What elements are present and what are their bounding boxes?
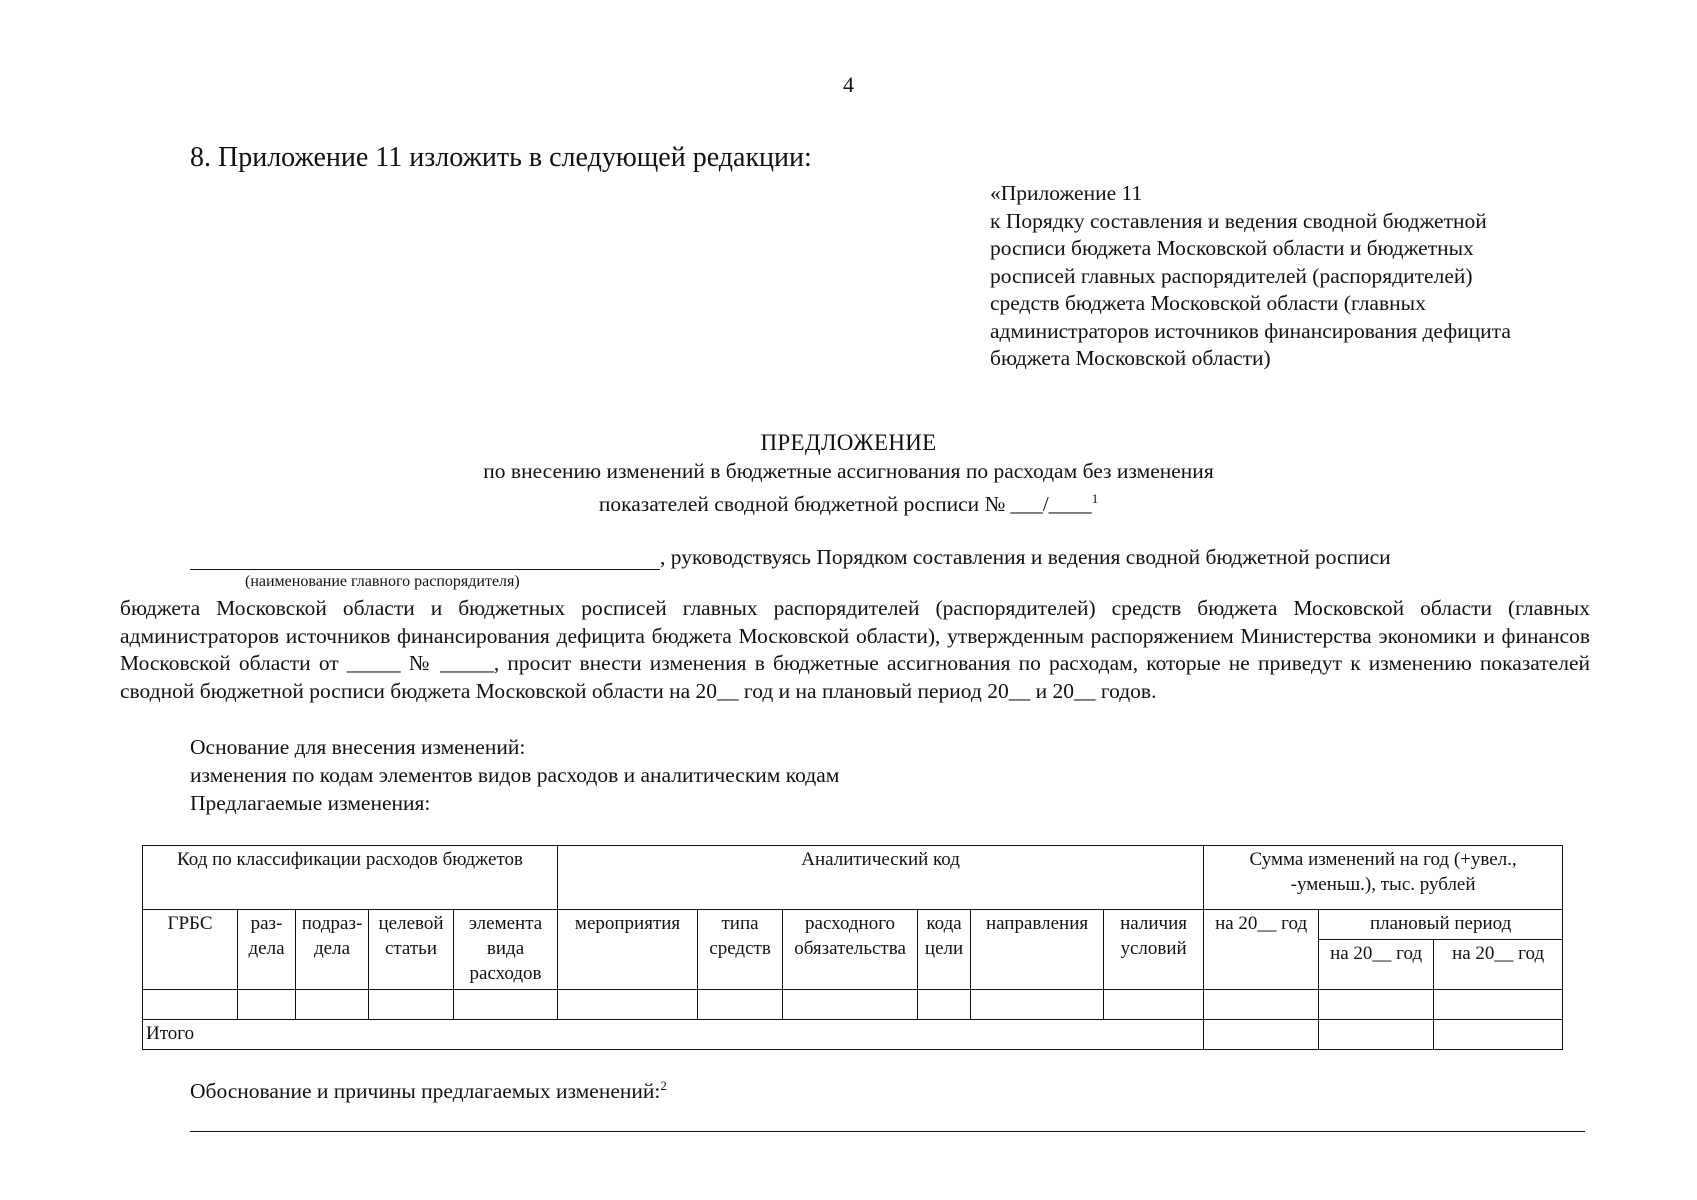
justification-label (190, 1078, 667, 1104)
header-analytic-code: Аналитический код (558, 846, 1204, 910)
blank-caption: (наименование главного распорядителя) (245, 573, 520, 590)
table-cell[interactable] (971, 990, 1104, 1020)
header-sum-changes: Сумма изменений на год (+увел., -уменьш.), тыс. рублей (1204, 846, 1563, 910)
col-conditions: наличия условий (1104, 910, 1204, 990)
subtitle-line-1: по внесению изменений в бюджетные ассигнования по расходам без изменения (483, 459, 1214, 483)
col-goal-code: кода цели (918, 910, 971, 990)
appendix-line: «Приложение 11 (990, 181, 1143, 205)
changes-by-codes: изменения по кодам элементов видов расходов и аналитическим кодам (190, 763, 840, 787)
subtitle-line-2 (0, 485, 1697, 518)
table-cell[interactable] (783, 990, 918, 1020)
proposed-changes-label: Предлагаемые изменения: (190, 791, 431, 815)
total-cell-year-1[interactable] (1204, 1020, 1319, 1050)
appendix-line: администраторов источников финансирования дефицита (990, 318, 1511, 343)
appendix-line: к Порядку составления и ведения сводной бюджетной (990, 208, 1487, 233)
header-planned-period: плановый период (1319, 910, 1563, 940)
table-cell[interactable] (558, 990, 698, 1020)
total-label: Итого (143, 1020, 1204, 1050)
total-row (143, 1020, 1563, 1050)
col-fund-type: типа средств (698, 910, 783, 990)
table-cell[interactable] (1204, 990, 1319, 1020)
appendix-line: бюджета Московской области) (990, 346, 1271, 370)
table-cell[interactable] (454, 990, 558, 1020)
justification-blank-line[interactable] (190, 1131, 1585, 1132)
col-section: раз-дела (238, 910, 296, 990)
col-target-item: целевой статьи (369, 910, 454, 990)
col-subsection: подраз-дела (296, 910, 369, 990)
table-row (143, 990, 1563, 1020)
total-cell-year-2[interactable] (1319, 1020, 1434, 1050)
subtitle-line-2-text: показателей сводной бюджетной росписи № ___/____ (598, 492, 1092, 517)
table-header-row-2 (143, 910, 1563, 940)
item-heading: 8. Приложение 11 изложить в следующей редакции: (190, 142, 812, 173)
intro-line (190, 545, 1590, 570)
appendix-line: росписей главных распорядителей (распорядителей) (990, 263, 1473, 288)
table-cell[interactable] (1104, 990, 1204, 1020)
page-number: 4 (843, 72, 854, 97)
appendix-line: росписи бюджета Московской области и бюджетных (990, 236, 1474, 260)
header-classification: Код по классификации расходов бюджетов (143, 846, 558, 910)
table-cell[interactable] (1434, 990, 1563, 1020)
table-header-row-1 (143, 846, 1563, 910)
body-paragraph: бюджета Московской области и бюджетных росписей главных распорядителей (распорядителей) средств бюджета Московской области (главных администраторов источников финансирования дефицита бюджета Московской области), утвержденным распоряжением Министерства экономики и финансов Московской области от _____ № _____, просит внести изменения в бюджетные ассигнования по расходам, которые не приведут к изменению показателей сводной бюджетной росписи бюджета Московской области на 20__ год и на плановый период 20__ и 20__ годов. (120, 596, 1590, 703)
col-grbs: ГРБС (143, 910, 238, 990)
total-cell-year-3[interactable] (1434, 1020, 1563, 1050)
table-cell[interactable] (238, 990, 296, 1020)
col-year-2: на 20__ год (1319, 940, 1434, 990)
table-cell[interactable] (369, 990, 454, 1020)
table-cell[interactable] (698, 990, 783, 1020)
intro-suffix: , руководствуясь Порядком составления и ведения сводной бюджетной росписи (660, 545, 1391, 569)
document-title: ПРЕДЛОЖЕНИЕ (760, 430, 937, 455)
col-year-1: на 20__ год (1204, 910, 1319, 990)
footnote-marker-1: 1 (1091, 491, 1099, 506)
appendix-reference (990, 180, 1630, 373)
changes-table (142, 845, 1563, 1050)
table-cell[interactable] (1319, 990, 1434, 1020)
document-subtitle (0, 458, 1697, 518)
col-expense-obligation: расходного обязательства (783, 910, 918, 990)
main-distributor-blank[interactable] (190, 547, 660, 570)
table-cell[interactable] (143, 990, 238, 1020)
col-event: мероприятия (558, 910, 698, 990)
footnote-marker-2: 2 (660, 1078, 667, 1093)
table-cell[interactable] (918, 990, 971, 1020)
justification-text: Обоснование и причины предлагаемых изменений: (190, 1079, 661, 1104)
col-expense-element: элемента вида расходов (454, 910, 558, 990)
col-direction: направления (971, 910, 1104, 990)
col-year-3: на 20__ год (1434, 940, 1563, 990)
table-cell[interactable] (296, 990, 369, 1020)
appendix-line: средств бюджета Московской области (главных (990, 291, 1426, 315)
basis-label: Основание для внесения изменений: (190, 735, 526, 759)
